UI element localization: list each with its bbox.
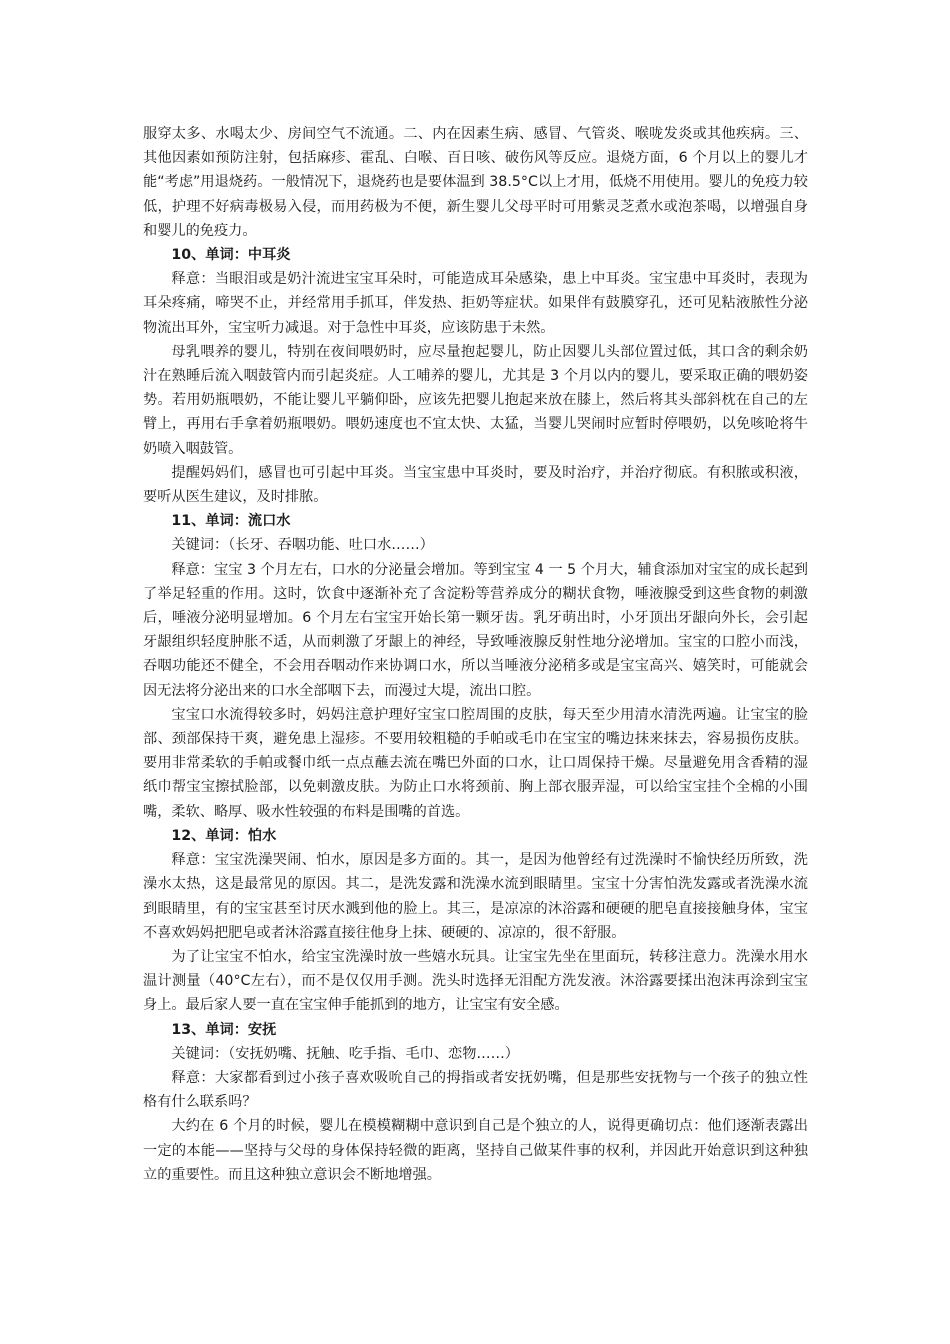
heading-drooling: 11、单词：流口水 (171, 513, 291, 530)
paragraph-soothing-independence: 大约在 6 个月的时候，婴儿在模模糊糊中意识到自己是个独立的人，说得更确切点：他们逐渐表露出一定的本能——坚持与父母的身体保持轻微的距离，坚持自己做某件事的权利，并因此开始意识到这种独立的重要性。而且这种独立意识会不断地增强。 (143, 1118, 808, 1183)
paragraph-otitis-reminder: 提醒妈妈们，感冒也可引起中耳炎。当宝宝患中耳炎时，要及时治疗，并治疗彻底。有积脓或积液，要听从医生建议，及时排脓。 (143, 464, 808, 506)
document-page (143, 122, 808, 1187)
paragraph-water-tips: 为了让宝宝不怕水，给宝宝洗澡时放一些嬉水玩具。让宝宝先坐在里面玩，转移注意力。洗澡水用水温计测量（40°C左右），而不是仅仅用手测。洗头时选择无泪配方洗发液。沐浴露要揉出泡沫再涂到宝宝身上。最后家人要一直在宝宝伸手能抓到的地方，让宝宝有安全感。 (143, 948, 808, 1014)
heading-fear-of-water: 12、单词：怕水 (171, 827, 277, 844)
paragraph-otitis-feeding: 母乳喂养的婴儿，特别在夜间喂奶时，应尽量抱起婴儿，防止因婴儿头部位置过低，其口含的剩余奶汁在熟睡后流入咽鼓管内而引起炎症。人工哺养的婴儿，尤其是 3 个月以内的婴儿，要采取正确的喂奶姿势。若用奶瓶喂奶，不能让婴儿平躺仰卧，应该先把婴儿抱起来放在膝上，然后将其头部斜枕在自己的左臂上，再用右手拿着奶瓶喂奶。喂奶速度也不宜太快、太猛，当婴儿哭闹时应暂时停喂奶，以免咳呛将牛奶喷入咽鼓管。 (143, 343, 808, 457)
paragraph-drooling-care: 宝宝口水流得较多时，妈妈注意护理好宝宝口腔周围的皮肤，每天至少用清水清洗两遍。让宝宝的脸部、颈部保持干爽，避免患上湿疹。不要用较粗糙的手帕或毛巾在宝宝的嘴边抹来抹去，容易损伤皮肤。要用非常柔软的手帕或餐巾纸一点点蘸去流在嘴巴外面的口水，让口周保持干燥。尽量避免用含香精的湿纸巾帮宝宝擦拭脸部，以免刺激皮肤。为防止口水将颈前、胸上部衣服弄湿，可以给宝宝挂个全棉的小围嘴，柔软、略厚、吸水性较强的布料是围嘴的首选。 (143, 706, 808, 820)
paragraph-soothing-keywords: 关键词：（安抚奶嘴、抚触、吃手指、毛巾、恋物……） (171, 1045, 519, 1062)
paragraph-soothing-definition: 释意：大家都看到过小孩子喜欢吸吮自己的拇指或者安抚奶嘴，但是那些安抚物与一个孩子的独立性格有什么联系吗？ (143, 1069, 808, 1111)
paragraph-water-definition: 释意：宝宝洗澡哭闹、怕水，原因是多方面的。其一，是因为他曾经有过洗澡时不愉快经历所致，洗澡水太热，这是最常见的原因。其二，是洗发露和洗澡水流到眼睛里。宝宝十分害怕洗发露或者洗澡水流到眼睛里，有的宝宝甚至讨厌水溅到他的脸上。其三，是凉凉的沐浴露和硬硬的肥皂直接接触身体，宝宝不喜欢妈妈把肥皂或者沐浴露直接往他身上抹、硬硬的、凉凉的，很不舒服。 (143, 852, 808, 941)
paragraph-drooling-keywords: 关键词：（长牙、吞咽功能、吐口水……） (171, 537, 434, 554)
paragraph-fever-causes: 服穿太多、水喝太少、房间空气不流通。二、内在因素生病、感冒、气管炎、喉咙发炎或其他疾病。三、其他因素如预防注射，包括麻疹、霍乱、白喉、百日咳、破伤风等反应。退烧方面，6 个月以上的婴儿才能“考虑”用退烧药。一般情况下，退烧药也是要体温到 38.5°C以上才用，低烧不用使用。婴儿的免疫力较低，护理不好病毒极易入侵，而用药极为不便，新生婴儿父母平时可用紫灵芝煮水或泡茶喝，以增强自身和婴儿的免疫力。 (143, 126, 808, 239)
heading-otitis-media: 10、单词：中耳炎 (171, 247, 291, 264)
heading-soothing: 13、单词：安抚 (171, 1021, 277, 1038)
paragraph-otitis-definition: 释意：当眼泪或是奶汁流进宝宝耳朵时，可能造成耳朵感染，患上中耳炎。宝宝患中耳炎时，表现为耳朵疼痛，啼哭不止，并经常用手抓耳，伴发热、拒奶等症状。如果伴有鼓膜穿孔，还可见粘液脓性分泌物流出耳外，宝宝听力减退。对于急性中耳炎，应该防患于未然。 (143, 271, 808, 336)
paragraph-drooling-definition: 释意：宝宝 3 个月左右，口水的分泌量会增加。等到宝宝 4 一 5 个月大，辅食添加对宝宝的成长起到了举足轻重的作用。这时，饮食中逐渐补充了含淀粉等营养成分的糊状食物，唾液腺受到这些食物的刺激后，唾液分泌明显增加。6 个月左右宝宝开始长第一颗牙齿。乳牙萌出时，小牙顶出牙龈向外长，会引起牙龈组织轻度肿胀不适，从而刺激了牙龈上的神经，导致唾液腺反射性地分泌增加。宝宝的口腔小而浅，吞咽功能还不健全，不会用吞咽动作来协调口水，所以当唾液分泌稍多或是宝宝高兴、嬉笑时，可能就会因无法将分泌出来的口水全部咽下去，而漫过大堤，流出口腔。 (143, 561, 808, 699)
